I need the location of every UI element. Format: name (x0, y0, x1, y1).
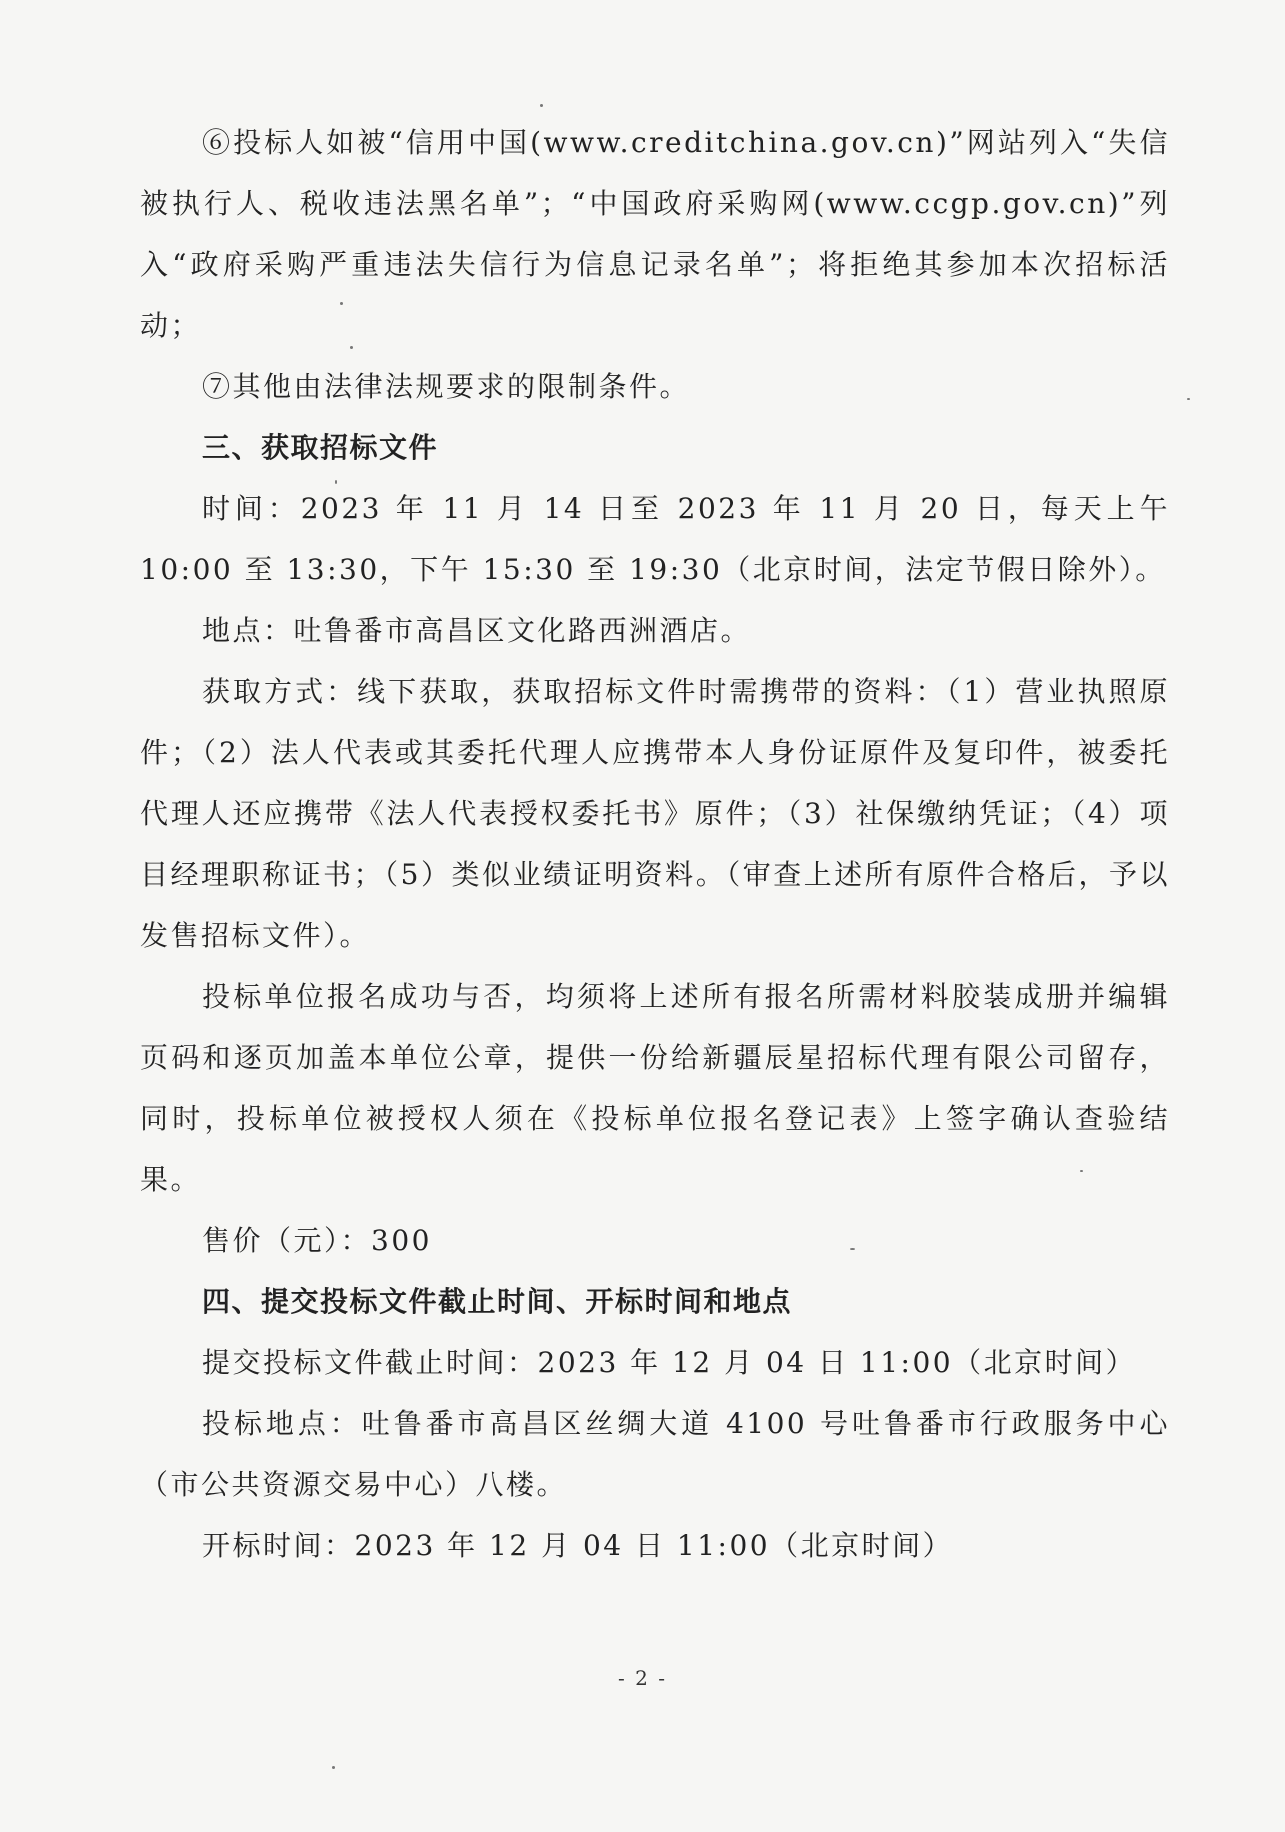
scan-speck (1187, 398, 1190, 400)
scan-speck (340, 302, 343, 305)
scan-speck (335, 480, 337, 484)
paragraph-location: 地点：吐鲁番市高昌区文化路西洲酒店。 (202, 614, 752, 647)
paragraph-registration: 投标单位报名成功与否，均须将上述所有报名所需材料胶装成册并编辑页码和逐页加盖本单位公章，提供一份给新疆辰星招标代理有限公司留存，同时，投标单位被授权人须在《投标单位报名登记表》上签字确认查验结果。 (140, 980, 1170, 1196)
scan-speck (540, 104, 543, 107)
scan-speck (1080, 1170, 1083, 1172)
paragraph-price: 售价（元）：300 (202, 1224, 432, 1257)
paragraph-deadline: 提交投标文件截止时间：2023 年 12 月 04 日 11:00（北京时间） (202, 1346, 1137, 1379)
paragraph-item-7: ⑦其他由法律法规要求的限制条件。 (202, 370, 691, 403)
paragraph-bid-location: 投标地点：吐鲁番市高昌区丝绸大道 4100 号吐鲁番市行政服务中心（市公共资源交易中心）八楼。 (140, 1407, 1170, 1501)
scan-speck (850, 1248, 855, 1250)
scan-speck (332, 1766, 335, 1769)
section-heading-4: 四、提交投标文件截止时间、开标时间和地点 (202, 1285, 793, 1318)
scan-speck (350, 346, 353, 349)
section-heading-3: 三、获取招标文件 (202, 431, 439, 464)
paragraph-time: 时间：2023 年 11 月 14 日至 2023 年 11 月 20 日，每天上午 10:00 至 13:30，下午 15:30 至 19:30（北京时间，法定节假日除外）。 (140, 492, 1170, 586)
paragraph-item-6: ⑥投标人如被“信用中国(www.creditchina.gov.cn)”网站列入“失信被执行人、税收违法黑名单”；“中国政府采购网(www.ccgp.gov.cn)”列入“政府采购严重违法失信行为信息记录名单”；将拒绝其参加本次招标活动； (140, 126, 1170, 342)
paragraph-opening-time: 开标时间：2023 年 12 月 04 日 11:00（北京时间） (202, 1529, 954, 1562)
document-body (140, 112, 1170, 1576)
page-number: - 2 - (618, 1666, 667, 1690)
paragraph-method: 获取方式：线下获取，获取招标文件时需携带的资料：（1）营业执照原件；（2）法人代表或其委托代理人应携带本人身份证原件及复印件，被委托代理人还应携带《法人代表授权委托书》原件；（3）社保缴纳凭证；（4）项目经理职称证书；（5）类似业绩证明资料。（审查上述所有原件合格后，予以发售招标文件）。 (140, 675, 1170, 952)
